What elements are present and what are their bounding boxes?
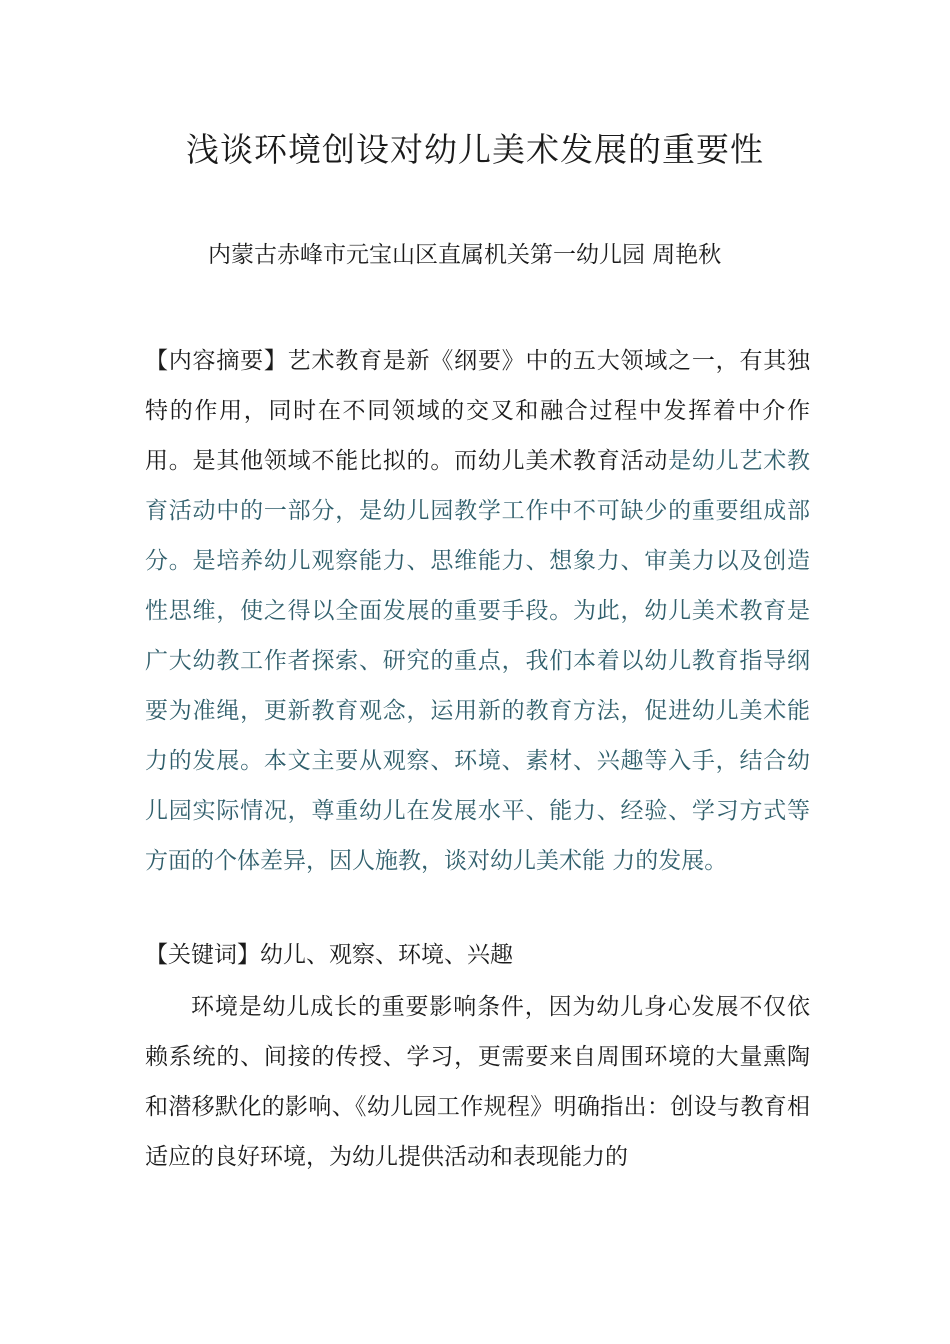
abstract-paragraph bbox=[145, 336, 810, 886]
abstract-text: 艺术教育是新《纲要》中的五大领域之一，有其独特的作用，同时在不同领域的交叉和融合过程中发挥着中介作用。是其他领域不能比拟的。而幼儿美术教育活动 bbox=[145, 348, 811, 474]
abstract-text-highlighted: 是幼儿艺术教育活动中的一部分，是幼儿园教学工作中不可缺少的重要组成部分。是培养幼儿观察能力、思维能力、想象力、审美力以及创造性思维，使之得以全面发展的重要手段。为此，幼儿美术教育是广大幼教工作者探索、研究的重点，我们本着以幼儿教育指导纲要为准绳，更新教育观念，运用新的教育方法，促进幼儿美术能力的发展。本文主要从观察、环境、素材、兴趣等入手，结合幼儿园实际情况，尊重幼儿在发展水平、能力、经验、学习方式等方面的个体差异，因人施教，谈对幼儿美术能 力的发展。 bbox=[145, 448, 811, 874]
keywords-line bbox=[145, 932, 810, 978]
keywords-label: 【关键词】 bbox=[145, 942, 260, 968]
abstract-label: 【内容摘要】 bbox=[145, 348, 288, 374]
document-title: 浅谈环境创设对幼儿美术发展的重要性 bbox=[186, 130, 764, 169]
author-line: 内蒙古赤峰市元宝山区直属机关第一幼儿园 周艳秋 bbox=[208, 242, 722, 268]
body-paragraph: 环境是幼儿成长的重要影响条件，因为幼儿身心发展不仅依赖系统的、间接的传授、学习，更需要来自周围环境的大量熏陶和潜移默化的影响、《幼儿园工作规程》明确指出：创设与教育相适应的良好环境，为幼儿提供活动和表现能力的 bbox=[145, 994, 810, 1170]
keywords-text: 幼儿、观察、环境、兴趣 bbox=[260, 942, 513, 968]
